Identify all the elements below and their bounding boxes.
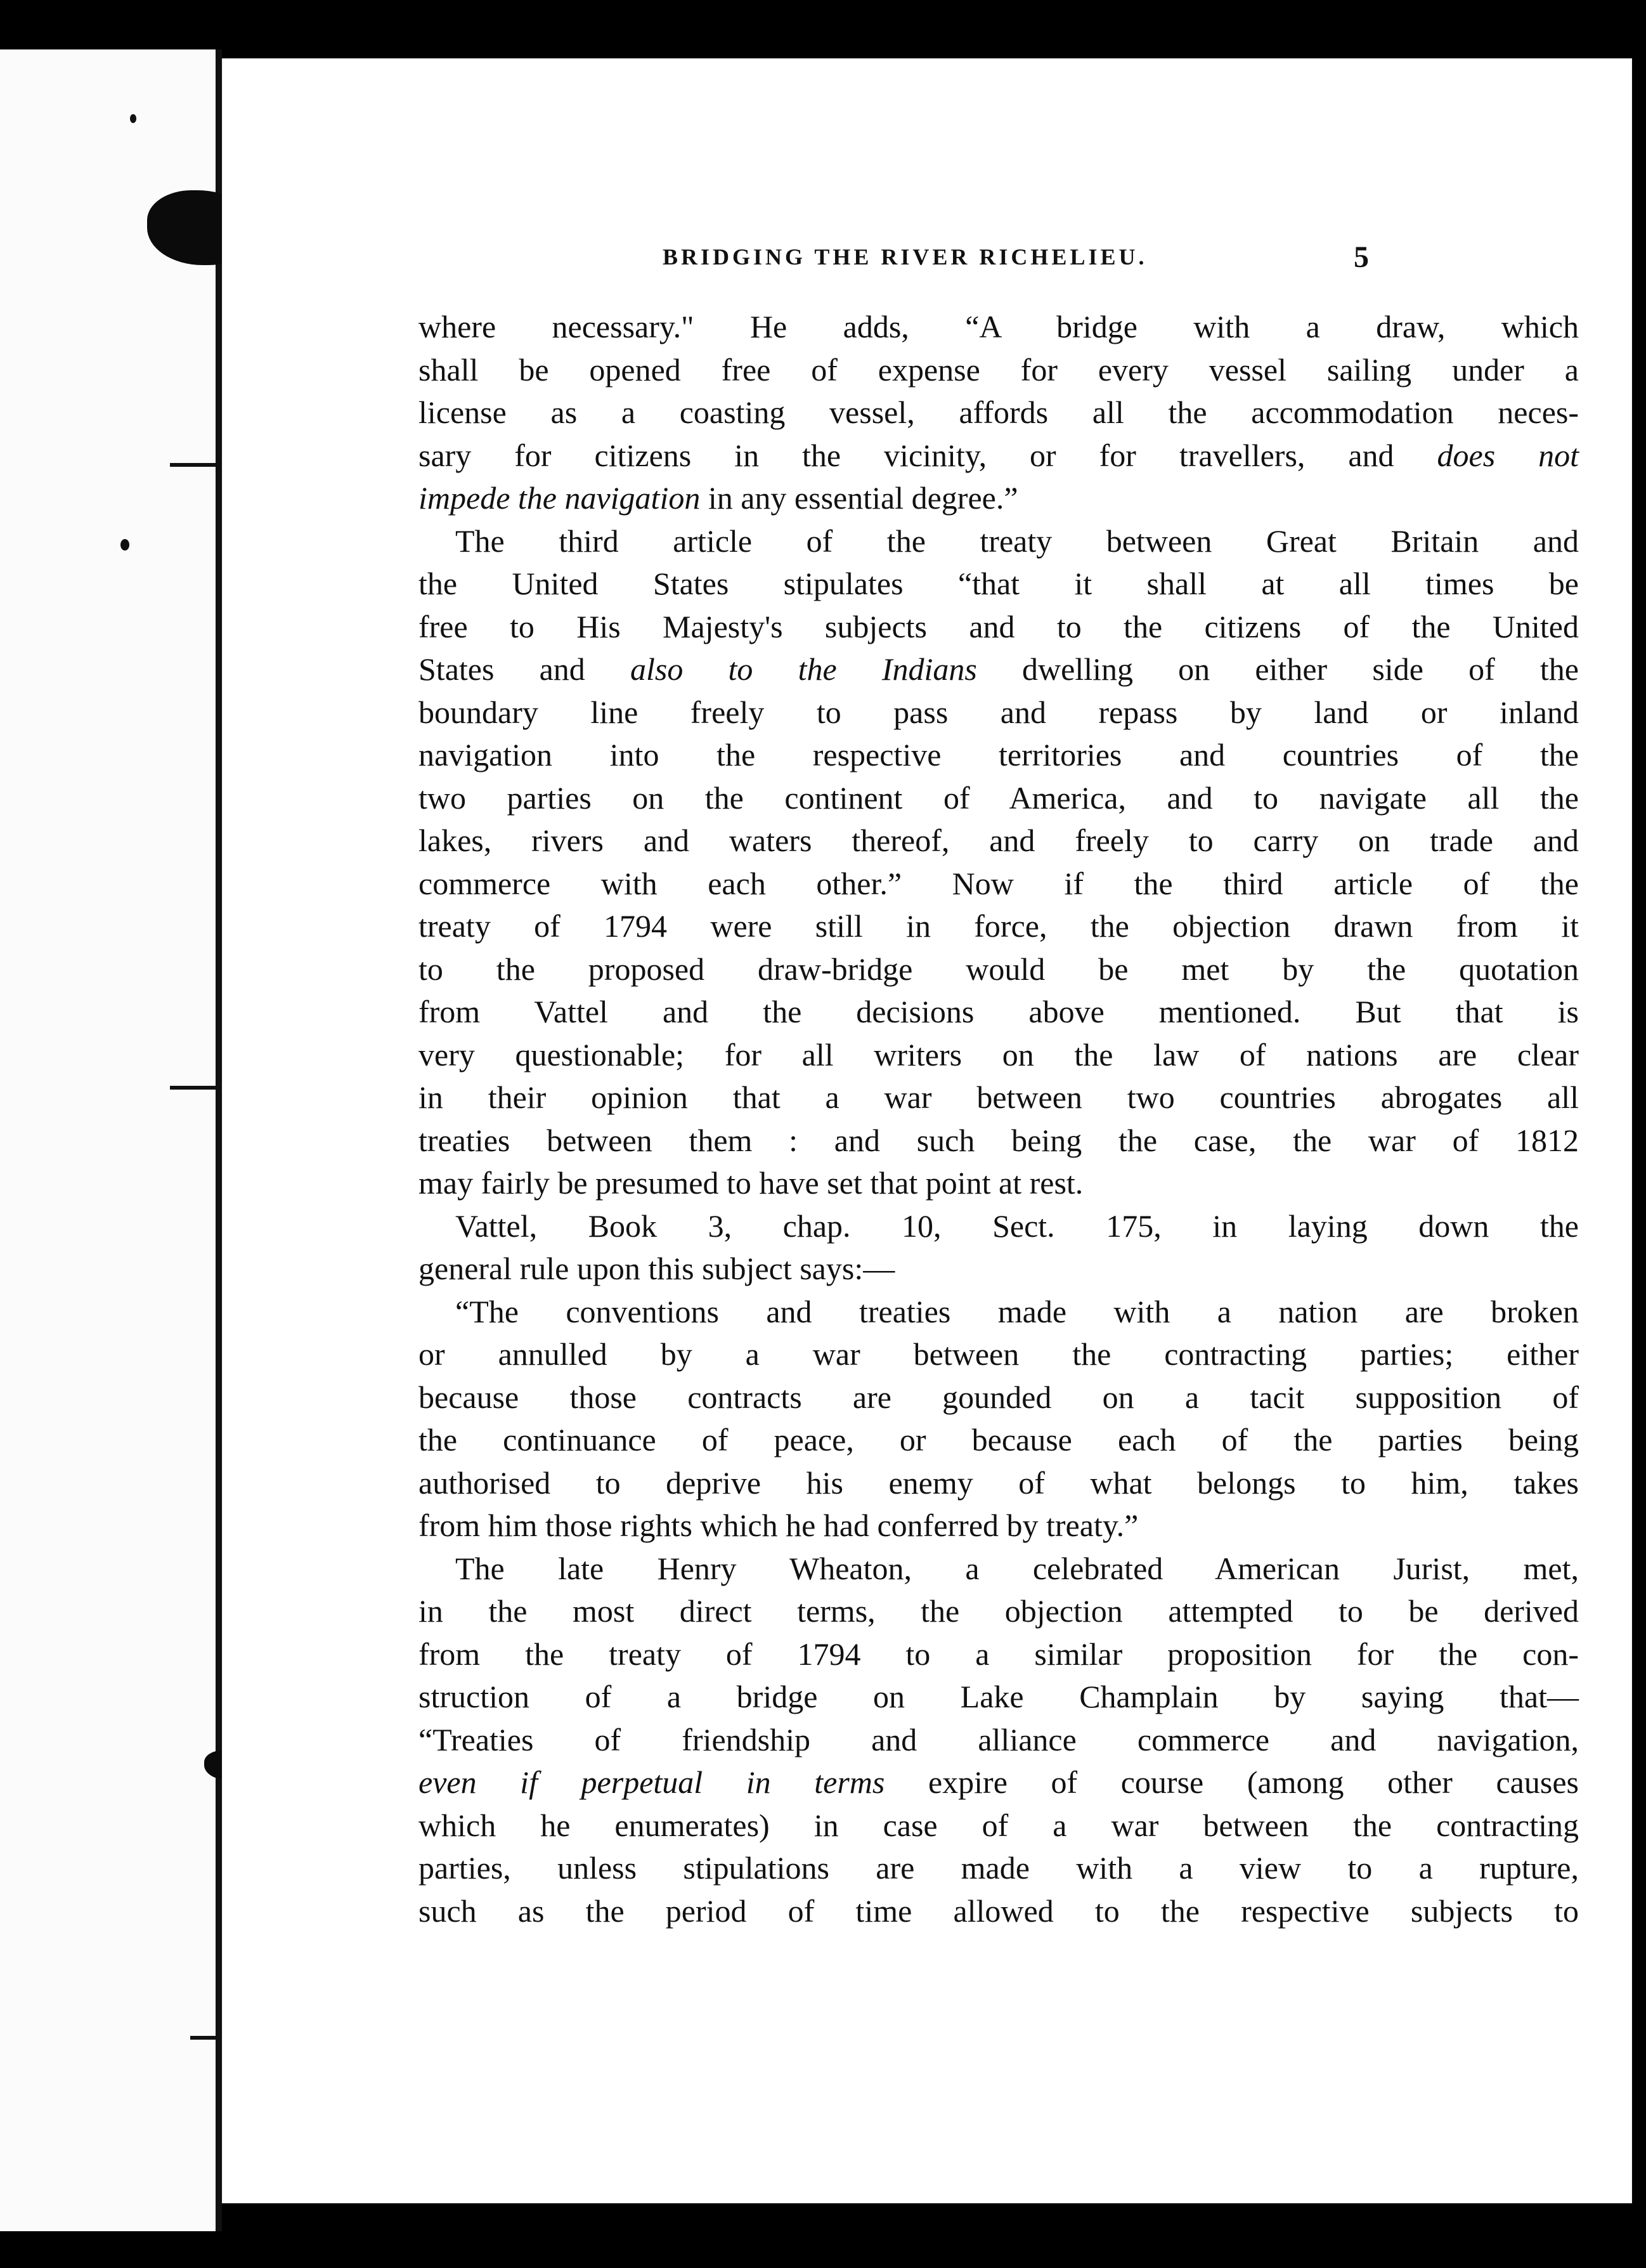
text-run: States and — [418, 651, 630, 687]
page-gutter — [0, 49, 219, 2231]
italic-run: does not — [1437, 437, 1579, 473]
text-line — [418, 477, 1579, 520]
text-line: boundary line freely to pass and repass by land or inland — [418, 694, 1579, 730]
text-line: struction of a bridge on Lake Champlain by saying that— — [418, 1679, 1579, 1714]
text-line: where necessary." He adds, “A bridge with a draw, which — [418, 309, 1579, 344]
italic-run: also to the Indians — [630, 651, 977, 687]
binding-mark — [170, 463, 221, 467]
page-number: 5 — [1354, 240, 1369, 274]
text-run: sary for citizens in the vicinity, or for travellers, and — [418, 437, 1437, 473]
text-line: The late Henry Wheaton, a celebrated American Jurist, met, — [455, 1550, 1579, 1586]
text-line: general rule upon this subject says:— — [418, 1251, 895, 1286]
text-line: Vattel, Book 3, chap. 10, Sect. 175, in laying down the — [455, 1208, 1579, 1244]
text-run: expire of course (among other causes — [885, 1764, 1579, 1800]
text-line: from him those rights which he had conferred by treaty.” — [418, 1508, 1139, 1543]
text-line — [418, 1761, 1579, 1804]
text-line — [418, 434, 1579, 478]
text-line: to the proposed draw-bridge would be met by the quotation — [418, 951, 1579, 987]
running-head — [222, 240, 1632, 282]
text-line — [418, 648, 1579, 691]
text-line: in the most direct terms, the objection attempted to be derived — [418, 1593, 1579, 1629]
text-line: treaties between them : and such being the case, the war of 1812 — [418, 1122, 1579, 1158]
text-run: in any essential degree.” — [700, 480, 1018, 516]
italic-run: impede the navigation — [418, 480, 701, 516]
text-line: “The conventions and treaties made with a nation are broken — [455, 1293, 1579, 1329]
text-line: or annulled by a war between the contracting parties; either — [418, 1336, 1579, 1372]
text-line: very questionable; for all writers on the law of nations are clear — [418, 1036, 1579, 1072]
running-title: BRIDGING THE RIVER RICHELIEU. — [663, 244, 1148, 270]
text-line: the United States stipulates “that it shall at all times be — [418, 566, 1579, 601]
text-line: parties, unless stipulations are made with a view to a rupture, — [418, 1850, 1579, 1886]
text-line: in their opinion that a war between two countries abrogates all — [418, 1079, 1579, 1115]
text-line: from the treaty of 1794 to a similar proposition for the con- — [418, 1636, 1579, 1672]
italic-run: even if perpetual in terms — [418, 1764, 885, 1800]
text-line: navigation into the respective territories and countries of the — [418, 737, 1579, 772]
text-line: because those contracts are gounded on a tacit supposition of — [418, 1379, 1579, 1415]
text-line: may fairly be presumed to have set that point at rest. — [418, 1165, 1084, 1201]
text-line: lakes, rivers and waters thereof, and freely to carry on trade and — [418, 823, 1579, 858]
text-line: two parties on the continent of America, and to navigate all the — [418, 779, 1579, 816]
text-line: The third article of the treaty between Great Britain and — [455, 523, 1579, 559]
text-line: treaty of 1794 were still in force, the objection drawn from it — [418, 908, 1579, 944]
body-text — [418, 306, 1579, 1932]
text-line: the continuance of peace, or because each of the parties being — [418, 1422, 1579, 1457]
text-line: license as a coasting vessel, affords all the accommodation neces- — [418, 394, 1579, 430]
text-line: from Vattel and the decisions above mentioned. But that is — [418, 994, 1579, 1029]
text-line: commerce with each other.” Now if the third article of the — [418, 865, 1579, 901]
text-line: shall be opened free of expense for every vessel sailing under a — [418, 351, 1579, 388]
text-line: such as the period of time allowed to the respective subjects to — [418, 1893, 1579, 1929]
text-line: which he enumerates) in case of a war between the contracting — [418, 1807, 1579, 1843]
text-run: dwelling on either side of the — [976, 651, 1579, 687]
speck — [120, 539, 129, 551]
text-line: authorised to deprive his enemy of what belongs to him, takes — [418, 1464, 1579, 1501]
book-page — [222, 58, 1632, 2203]
speck — [130, 114, 136, 123]
binding-edge — [216, 49, 222, 2231]
text-line: free to His Majesty's subjects and to the citizens of the United — [418, 608, 1579, 644]
text-line: “Treaties of friendship and alliance commerce and navigation, — [418, 1721, 1579, 1757]
